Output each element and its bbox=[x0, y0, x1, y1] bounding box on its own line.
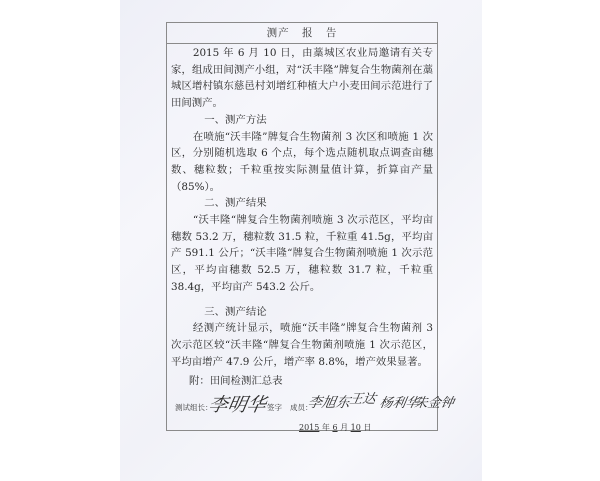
report-body bbox=[167, 44, 437, 370]
leader-signature: 李明华 bbox=[206, 394, 268, 416]
member-signature: 杨利华 bbox=[378, 396, 420, 411]
section-text-method: 在喷施“沃丰隆”牌复合生物菌剂 3 次区和喷施 1 次区，分别随机选取 6 个点，每个选点随机取点调查亩穗数、穗粒数；千粒重按实际测量值计算，折算亩产量（85%）。 bbox=[171, 130, 433, 193]
sign-label: 签字 bbox=[267, 403, 282, 412]
title-word: 报 bbox=[302, 27, 314, 39]
title-word: 测产 bbox=[266, 27, 290, 39]
section-heading-results: 二、测产结果 bbox=[204, 197, 267, 210]
section-text-results: “沃丰隆“牌复合生物菌剂喷施 3 次示范区，平均亩穗数 53.2 万，穗粒数 31.5 粒，千粒重 41.5g，平均亩产 591.1 公斤；“沃丰隆“牌复合生物菌剂喷施 1 次示范区，平均亩穗数 52.5 万，穗粒数 31.7 粒，千粒重 38.4g，平均亩产 543.2 公斤。 bbox=[171, 214, 433, 293]
report-date: 2015 年 6 月 10 日 bbox=[299, 423, 372, 432]
section-heading-conclusion: 三、测产结论 bbox=[204, 305, 267, 318]
report-box bbox=[166, 22, 455, 432]
members-label: 成员： bbox=[290, 403, 313, 412]
intro-paragraph: 2015 年 6 月 10 日，由藁城区农业局邀请有关专家，组成田间测产小组，对“沃丰隆”牌复合生物菌剂在藁城区增村镇东慈邑村刘增红种植大户小麦田间示范进行了田间测产。 bbox=[171, 47, 433, 110]
leader-label: 测试组长： bbox=[175, 403, 213, 412]
member-signature: 王达 bbox=[348, 392, 377, 407]
member-signature: 李旭东 bbox=[306, 395, 352, 411]
date-year: 2015 bbox=[299, 423, 320, 432]
member-signature: 朱金钟 bbox=[413, 396, 455, 411]
report-title bbox=[167, 23, 437, 44]
title-word: 告 bbox=[325, 27, 338, 39]
date-day: 10 bbox=[350, 423, 361, 432]
section-text-conclusion: 经测产统计显示，喷施“沃丰隆”牌复合生物菌剂 3 次示范区较“沃丰隆“牌复合生物菌剂喷施 1 次示范区，平均亩增产 47.9 公斤，增产率 8.8%，增产效果显著。 bbox=[171, 322, 433, 368]
date-month: 6 bbox=[332, 423, 338, 432]
attachment-note: 附：田间检测汇总表 bbox=[189, 375, 283, 387]
section-heading-method: 一、测产方法 bbox=[204, 113, 267, 126]
